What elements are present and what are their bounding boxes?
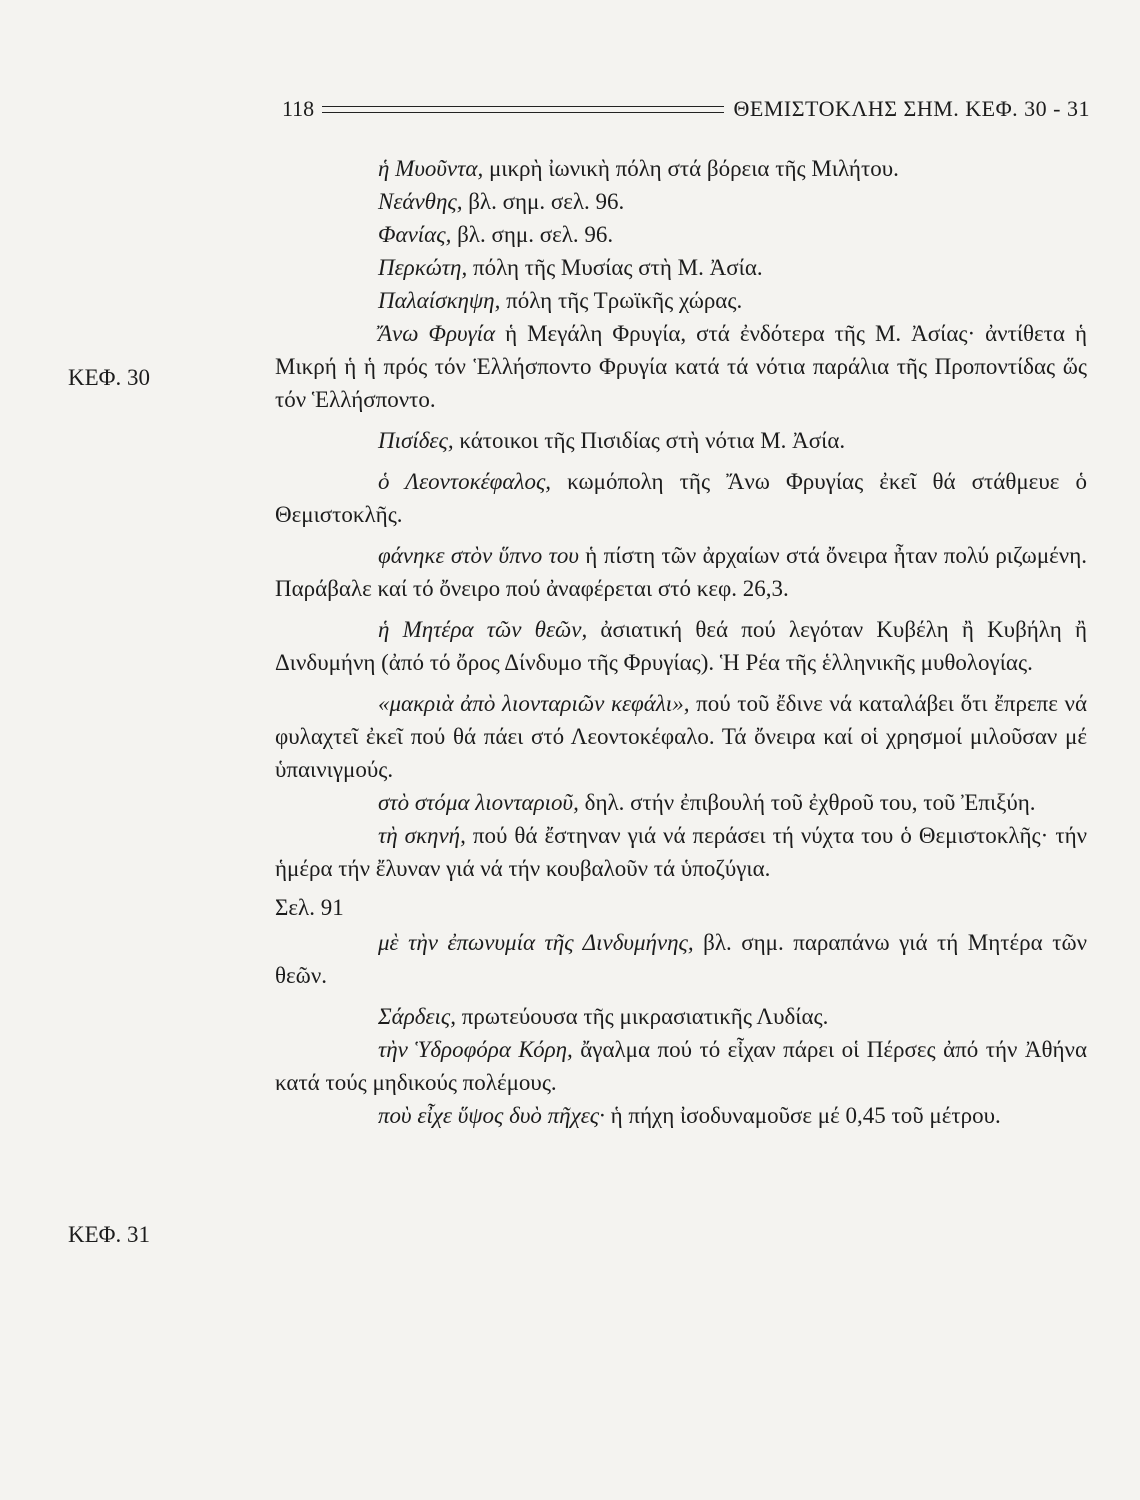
note-text: ἡ πίστη τῶν ἀρχαίων στά ὄνειρα ἦταν πολύ ριζωμένη. Παράβαλε καί τό ὄνειρο πού ἀναφέρεται στό κεφ. 26,3. (275, 543, 1087, 601)
header-rule (322, 106, 723, 113)
note-term: Παλαίσκηψη, (378, 288, 501, 313)
note-text: ἄγαλμα πού τό εἶχαν πάρει οἱ Πέρσες ἀπό τήν Ἀθήνα κατά τούς μηδικούς πολέμους. (275, 1037, 1088, 1095)
note-term: τὴν Ὑδροφόρα Κόρη, (378, 1037, 573, 1062)
notes-body (275, 152, 1087, 1132)
note-term: τὴ σκηνή, (378, 823, 466, 848)
note-text: πρωτεύουσα τῆς μικρασιατικῆς Λυδίας. (456, 1004, 829, 1029)
section-heading: Σελ. 91 (275, 895, 344, 920)
note-text: κωμόπολη τῆς Ἄνω Φρυγίας ἐκεῖ θά στάθμευε ὁ Θεμιστοκλῆς. (275, 469, 1087, 527)
note-term: στὸ στόμα λιονταριοῦ, (378, 790, 579, 815)
note-entry (275, 185, 1087, 218)
note-text: πόλη τῆς Τρωϊκῆς χώρας. (500, 288, 743, 313)
note-term: μὲ τὴν ἐπωνυμία τῆς Δινδυμήνης, (378, 930, 694, 955)
note-text: κάτοικοι τῆς Πισιδίας στὴ νότια Μ. Ἀσία. (453, 428, 846, 453)
note-entry (275, 1000, 1087, 1033)
margin-label-kef-30: ΚΕΦ. 30 (68, 365, 150, 390)
note-term: Νεάνθης, (378, 189, 463, 214)
note-entry (275, 687, 1087, 786)
note-text: πού τοῦ ἔδινε νά καταλάβει ὅτι ἔπρεπε νά φυλαχτεῖ ἐκεῖ πού θά πάει στό Λεοντοκέφαλο. Τά ὄνειρα καί οἱ χρησμοί μιλοῦσαν μέ ὑπαινιγμούς. (275, 691, 1087, 782)
note-term: ποὺ εἶχε ὕψος δυὸ πῆχες· (378, 1103, 605, 1128)
note-term: Σάρδεις, (378, 1004, 457, 1029)
note-text: βλ. σημ. σελ. 96. (451, 222, 614, 247)
note-entry (275, 424, 1087, 457)
note-term: ἡ Μητέρα τῶν θεῶν, (378, 617, 588, 642)
note-term: φάνηκε στὸν ὕπνο του (378, 543, 579, 568)
note-entry (275, 465, 1087, 531)
note-entry (275, 819, 1087, 885)
note-text: μικρὴ ἰωνικὴ πόλη στά βόρεια τῆς Μιλήτου. (483, 156, 899, 181)
note-text: ἀσιατική θεά πού λεγόταν Κυβέλη ἢ Κυβήλη ἢ Δινδυμήνη (ἀπό τό ὄρος Δίνδυμο τῆς Φρυγίας). Ἡ Ρέα τῆς ἑλληνικῆς μυθολογίας. (275, 617, 1087, 675)
note-term: Φανίας, (378, 222, 452, 247)
note-entry (275, 317, 1087, 416)
page-header (282, 92, 1090, 126)
note-term: «μακριὰ ἀπὸ λιονταριῶν κεφάλι», (378, 691, 690, 716)
note-text: πού θά ἔστηναν γιά νά περάσει τή νύχτα του ὁ Θεμιστοκλῆς· τήν ἡμέρα τήν ἔλυναν γιά νά τήν κουβαλοῦν τά ὑποζύγια. (275, 823, 1087, 881)
margin-label-kef-31: ΚΕΦ. 31 (68, 1222, 150, 1247)
note-text: βλ. σημ. σελ. 96. (462, 189, 625, 214)
note-entry (275, 1099, 1087, 1132)
note-term: ἡ Μυοῦντα, (378, 156, 484, 181)
note-text: ἡ Μεγάλη Φρυγία, στά ἐνδότερα τῆς Μ. Ἀσίας· ἀντίθετα ἡ Μικρή ἡ ἡ πρός τόν Ἑλλήσποντο Φρυγία κατά τά νότια παράλια τῆς Προποντίδας ὥς τόν Ἑλλήσποντο. (275, 321, 1087, 412)
note-entry (275, 218, 1087, 251)
note-entry (275, 251, 1087, 284)
note-text: βλ. σημ. παραπάνω γιά τή Μητέρα τῶν θεῶν. (275, 930, 1087, 988)
note-text: δηλ. στήν ἐπιβουλή τοῦ ἐχθροῦ του, τοῦ Ἐπιξύη. (578, 790, 1036, 815)
note-entry (275, 539, 1087, 605)
note-term: Ἄνω Φρυγία (378, 321, 496, 346)
note-entry (275, 613, 1087, 679)
note-entry (275, 152, 1087, 185)
note-entry (275, 926, 1087, 992)
note-text: ἡ πήχη ἰσοδυναμοῦσε μέ 0,45 τοῦ μέτρου. (604, 1103, 1001, 1128)
note-term: Περκώτη, (378, 255, 468, 280)
note-term: ὁ Λεοντοκέφαλος, (378, 469, 552, 494)
page-number: 118 (282, 96, 315, 121)
note-entry (275, 786, 1087, 819)
note-entry (275, 284, 1087, 317)
note-entry (275, 1033, 1087, 1099)
note-term: Πισίδες, (378, 428, 454, 453)
note-text: πόλη τῆς Μυσίας στὴ Μ. Ἀσία. (467, 255, 763, 280)
running-title: ΘΕΜΙΣΤΟΚΛΗΣ ΣΗΜ. ΚΕΦ. 30 - 31 (733, 96, 1090, 121)
